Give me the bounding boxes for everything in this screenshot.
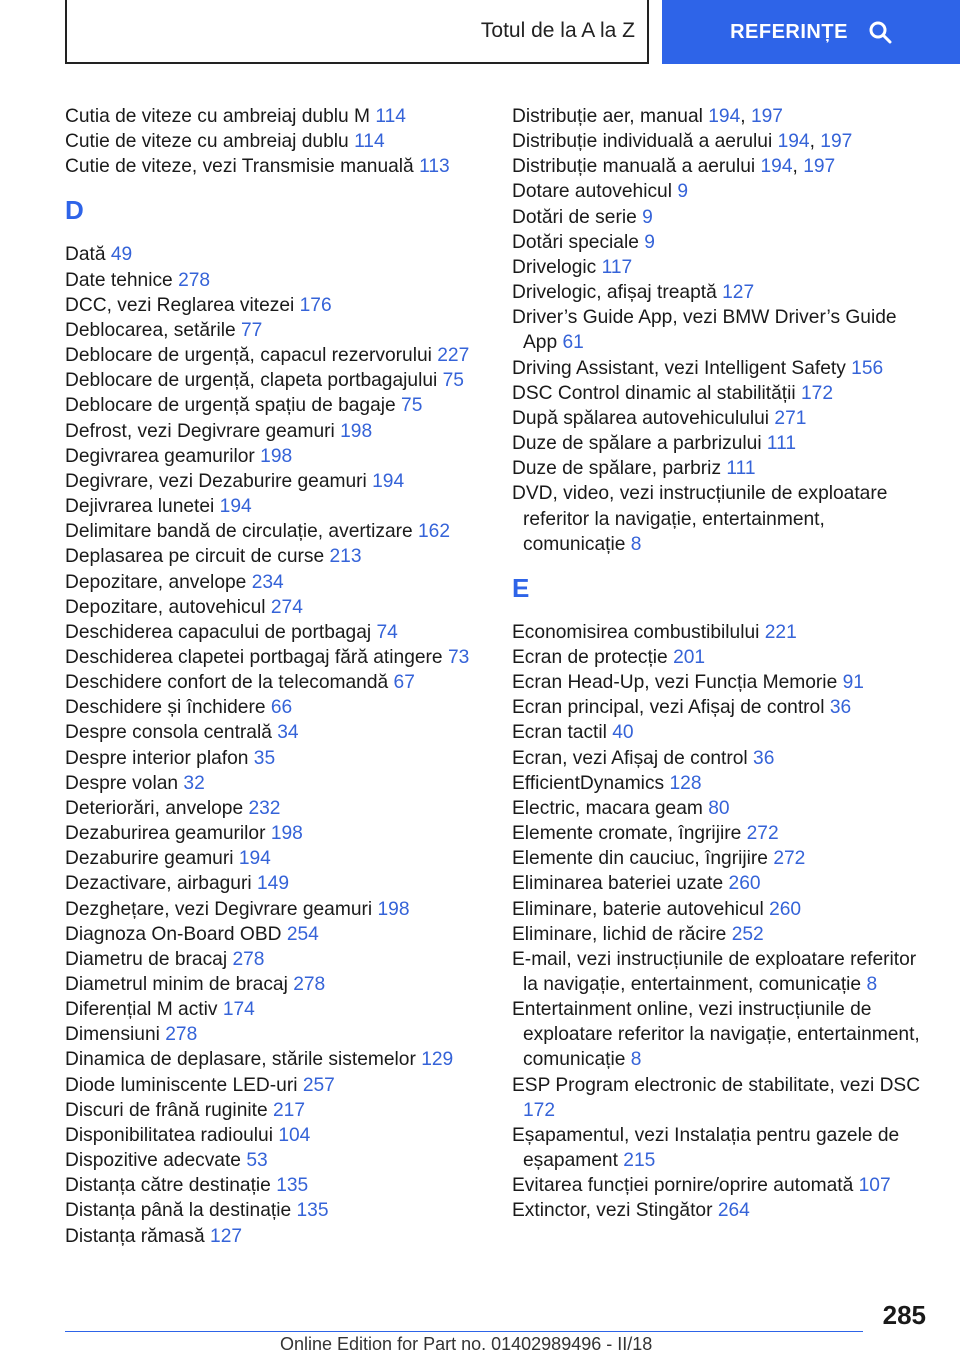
page-reference-link[interactable]: 73 xyxy=(447,646,470,668)
page-reference-link[interactable]: 172 xyxy=(523,1099,556,1121)
index-term: Dată xyxy=(65,244,106,266)
page-reference-link[interactable]: 194 xyxy=(219,496,252,518)
index-term: Diametru de bracaj xyxy=(65,948,228,970)
index-term: Cutie de viteze, vezi Transmisie manuală xyxy=(65,156,414,178)
page-reference-link[interactable]: 227 xyxy=(437,345,470,367)
index-entry xyxy=(65,720,475,745)
index-term: Diferențial M activ xyxy=(65,999,218,1021)
page-reference-link[interactable]: 77 xyxy=(241,319,263,341)
references-nav-tab[interactable] xyxy=(662,0,960,64)
index-term: Distanța rămasă xyxy=(65,1225,205,1247)
index-term: Deschidere și închidere xyxy=(65,697,266,719)
index-entry xyxy=(512,456,932,481)
index-entry xyxy=(512,695,932,720)
section-title: Totul de la A la Z xyxy=(480,19,635,42)
index-entry xyxy=(65,544,475,569)
page-reference-link[interactable]: 111 xyxy=(726,458,756,480)
index-entry xyxy=(65,1198,475,1223)
index-entry xyxy=(512,381,932,406)
page-reference-link[interactable]: 114 xyxy=(375,106,406,127)
index-term: Deblocare de urgență, clapeta portbagajului xyxy=(65,370,438,392)
page-reference-link[interactable]: 257 xyxy=(302,1074,335,1096)
index-term: Discuri de frână ruginite xyxy=(65,1099,268,1121)
index-term: Deschiderea clapetei portbagaj fără atingere xyxy=(65,646,443,668)
page-reference-link[interactable]: 40 xyxy=(612,722,634,744)
index-entry xyxy=(512,997,932,1072)
index-term: Driver’s Guide App, vezi BMW Driver’s Guide App xyxy=(512,307,897,354)
index-term: Evitarea funcției pornire/oprire automată xyxy=(512,1175,854,1197)
index-entry xyxy=(65,129,475,154)
index-entry xyxy=(512,771,932,796)
index-term: Dotare autovehicul xyxy=(512,181,672,203)
index-term: Eliminare, baterie autovehicul xyxy=(512,898,764,920)
page-reference-link[interactable]: 213 xyxy=(329,546,362,568)
index-entry xyxy=(65,154,475,179)
page-reference-link[interactable]: 271 xyxy=(774,407,807,429)
index-entry xyxy=(65,1047,475,1072)
index-entry xyxy=(65,393,475,418)
index-term: Ecran de protecție xyxy=(512,646,668,668)
page-reference-link[interactable]: 75 xyxy=(442,370,464,392)
index-entry xyxy=(512,305,932,355)
index-term: Duze de spălare, parbriz xyxy=(512,458,722,480)
index-term: Elemente cromate, îngrijire xyxy=(512,823,742,845)
index-term: DCC, vezi Reglarea vitezei xyxy=(65,294,295,316)
page-reference-link[interactable]: 254 xyxy=(286,923,319,945)
index-entry xyxy=(512,431,932,456)
index-entry xyxy=(65,343,475,368)
index-entry: Distribuție individuală a aerului 194, 197 xyxy=(512,131,853,153)
index-term: Diode luminiscente LED-uri xyxy=(65,1074,298,1096)
index-term: E-mail, vezi instrucțiunile de exploatare referitor la navigație, entertainment, comunicație xyxy=(512,948,917,995)
page-reference-link[interactable]: 174 xyxy=(222,999,255,1021)
page-reference-link[interactable]: 272 xyxy=(746,823,779,845)
index-entry xyxy=(512,620,932,645)
index-entry xyxy=(512,230,932,255)
page-reference-link[interactable]: 260 xyxy=(728,873,761,895)
index-entry xyxy=(65,318,475,343)
index-entry xyxy=(65,897,475,922)
page-reference-link[interactable]: 197 xyxy=(750,106,783,127)
index-term: Driving Assistant, vezi Intelligent Safety xyxy=(512,357,846,379)
index-entry xyxy=(512,406,932,431)
index-term: Depozitare, anvelope xyxy=(65,571,247,593)
page-reference-link[interactable]: 34 xyxy=(277,722,299,744)
page-reference-link[interactable]: 194 xyxy=(238,848,271,870)
page-reference-link[interactable]: 8 xyxy=(630,533,642,555)
index-entry xyxy=(65,846,475,871)
index-entry xyxy=(512,1198,932,1223)
index-term: Cutie de viteze cu ambreiaj dublu xyxy=(65,131,349,153)
page-reference-link[interactable]: 194 xyxy=(760,156,793,178)
page-reference-link[interactable]: 278 xyxy=(232,948,265,970)
index-entry xyxy=(65,104,475,129)
index-entry xyxy=(65,494,475,519)
page-number: 285 xyxy=(882,1300,926,1330)
page-reference-link[interactable]: 135 xyxy=(276,1175,309,1197)
page-reference-link[interactable]: 49 xyxy=(110,244,133,266)
index-term: Ecran, vezi Afișaj de control xyxy=(512,747,748,769)
index-term: Degivrarea geamurilor xyxy=(65,445,255,467)
index-entry xyxy=(512,205,932,230)
index-term: Deschiderea capacului de portbagaj xyxy=(65,621,372,643)
index-term: Dispozitive adecvate xyxy=(65,1150,241,1172)
index-term: Elemente din cauciuc, îngrijire xyxy=(512,848,768,870)
page-reference-link[interactable]: 194 xyxy=(708,106,741,127)
page-reference-link[interactable]: 74 xyxy=(376,621,398,643)
index-entry xyxy=(65,1073,475,1098)
index-term: DSC Control dinamic al stabilității xyxy=(512,382,796,404)
index-term: Eliminare, lichid de răcire xyxy=(512,923,727,945)
index-entry xyxy=(512,897,932,922)
index-entry xyxy=(512,871,932,896)
index-entry xyxy=(65,1224,475,1249)
index-term: Dotări speciale xyxy=(512,231,639,253)
index-entry xyxy=(65,947,475,972)
page-reference-link[interactable]: 197 xyxy=(803,156,836,178)
index-term: Dezaburire geamuri xyxy=(65,848,234,870)
index-entry xyxy=(512,746,932,771)
index-term: Ecran Head-Up, vezi Funcția Memorie xyxy=(512,672,838,694)
index-entry: Distribuție manuală a aerului 194, 197 xyxy=(512,156,836,178)
index-entry xyxy=(65,1173,475,1198)
index-entry xyxy=(512,1073,932,1123)
page-reference-link[interactable]: 111 xyxy=(766,433,797,455)
index-term: Cutia de viteze cu ambreiaj dublu M xyxy=(65,106,371,127)
page-reference-link[interactable]: 104 xyxy=(278,1124,311,1146)
index-term: Deplasarea pe circuit de curse xyxy=(65,546,325,568)
page-reference-link[interactable]: 117 xyxy=(601,256,633,278)
index-entry xyxy=(65,268,475,293)
index-entry xyxy=(65,368,475,393)
index-term: După spălarea autovehiculului xyxy=(512,407,770,429)
page-reference-link[interactable]: 36 xyxy=(829,697,852,719)
index-term: Deteriorări, anvelope xyxy=(65,797,244,819)
page-reference-link[interactable]: 197 xyxy=(820,131,853,153)
section-letter-d: D xyxy=(65,195,84,226)
page-reference-link[interactable]: 8 xyxy=(866,974,878,995)
index-entry xyxy=(65,1098,475,1123)
section-letter-e: E xyxy=(512,572,530,603)
page-reference-link[interactable]: 198 xyxy=(270,823,303,845)
index-entry xyxy=(65,746,475,771)
index-term: Date tehnice xyxy=(65,269,173,291)
index-entry xyxy=(65,620,475,645)
index-term: Eșapamentul, vezi Instalația pentru gazele de eșapament xyxy=(512,1124,900,1172)
page-reference-link[interactable]: 278 xyxy=(178,269,211,291)
page-reference-link[interactable]: 232 xyxy=(248,797,281,819)
index-term: Drivelogic xyxy=(512,256,597,278)
page-reference-link[interactable]: 198 xyxy=(377,898,410,920)
index-term: Deblocarea, setările xyxy=(65,319,236,341)
index-entry xyxy=(512,280,932,305)
page-reference-link[interactable]: 127 xyxy=(210,1225,243,1247)
index-term: Delimitare bandă de circulație, avertizare xyxy=(65,521,413,543)
index-entry xyxy=(65,670,475,695)
references-label: REFERINȚE xyxy=(730,20,848,43)
index-column-left xyxy=(65,104,475,1249)
index-entry xyxy=(512,1123,932,1173)
page-reference-link[interactable]: 129 xyxy=(421,1049,454,1071)
index-entry xyxy=(512,670,932,695)
search-icon[interactable] xyxy=(868,20,892,44)
index-term: Deblocare de urgență spațiu de bagaje xyxy=(65,395,396,417)
index-term: Distribuție individuală a aerului xyxy=(512,131,773,153)
index-term: Dinamica de deplasare, stările sistemelor xyxy=(65,1049,416,1071)
page-reference-link[interactable]: 201 xyxy=(673,646,706,668)
index-term: Ecran tactil xyxy=(512,722,607,744)
index-term: ESP Program electronic de stabilitate, vezi DSC xyxy=(512,1074,921,1096)
page-reference-link[interactable]: 162 xyxy=(418,521,451,543)
index-term: Despre volan xyxy=(65,772,179,794)
index-entry xyxy=(65,570,475,595)
page-reference-link[interactable]: 252 xyxy=(731,923,764,945)
index-term: Diametrul minim de bracaj xyxy=(65,974,288,995)
page-reference-link[interactable]: 113 xyxy=(419,156,450,178)
page-reference-link[interactable]: 264 xyxy=(717,1200,750,1222)
index-entry xyxy=(512,846,932,871)
index-entry xyxy=(65,1148,475,1173)
page-reference-link[interactable]: 9 xyxy=(642,206,653,228)
footer-divider xyxy=(65,1331,863,1332)
page-reference-link[interactable]: 194 xyxy=(777,131,810,153)
index-entry xyxy=(512,922,932,947)
page-reference-link[interactable]: 215 xyxy=(623,1150,656,1172)
page-reference-link[interactable]: 156 xyxy=(851,357,884,379)
page-reference-link[interactable]: 67 xyxy=(393,672,415,694)
index-entry xyxy=(65,796,475,821)
page-reference-link[interactable]: 9 xyxy=(677,181,689,203)
page-reference-link[interactable]: 9 xyxy=(644,231,655,253)
page-reference-link[interactable]: 91 xyxy=(842,672,864,694)
page-reference-link[interactable]: 80 xyxy=(708,797,730,819)
index-term: Despre interior plafon xyxy=(65,747,249,769)
page-reference-link[interactable]: 61 xyxy=(562,332,584,354)
index-entry xyxy=(65,1123,475,1148)
index-term: Dezaburirea geamurilor xyxy=(65,823,266,845)
index-entry xyxy=(65,242,475,267)
index-term: Eliminarea bateriei uzate xyxy=(512,873,724,895)
page-reference-link[interactable]: 260 xyxy=(769,898,802,920)
index-entry xyxy=(512,796,932,821)
page-reference-link[interactable]: 194 xyxy=(372,470,405,492)
index-entry xyxy=(65,444,475,469)
index-term: Deblocare de urgență, capacul rezervorului xyxy=(65,345,432,367)
index-entry xyxy=(65,1022,475,1047)
index-entry xyxy=(65,293,475,318)
index-entry xyxy=(512,947,932,997)
index-entry xyxy=(512,179,932,204)
page-reference-link[interactable]: 36 xyxy=(753,747,775,769)
index-term: EfficientDynamics xyxy=(512,772,665,794)
index-entry xyxy=(65,871,475,896)
page-reference-link[interactable]: 278 xyxy=(293,974,326,995)
page-reference-link[interactable]: 278 xyxy=(165,1024,198,1046)
index-term: Ecran principal, vezi Afișaj de control xyxy=(512,697,825,719)
index-term: Depozitare, autovehicul xyxy=(65,596,266,618)
index-term: Entertainment online, vezi instrucțiunile de exploatare referitor la navigație, entertainment, comunicație xyxy=(512,999,920,1071)
index-term: Degivrare, vezi Dezaburire geamuri xyxy=(65,470,367,492)
index-term: Dotări de serie xyxy=(512,206,637,228)
index-term: Electric, macara geam xyxy=(512,797,703,819)
index-term: Diagnoza On-Board OBD xyxy=(65,923,282,945)
index-term: DVD, video, vezi instrucțiunile de exploatare referitor la navigație, entertainment, comunicație xyxy=(512,483,888,555)
page-reference-link[interactable]: 53 xyxy=(246,1150,268,1172)
page-reference-link[interactable]: 107 xyxy=(858,1175,891,1197)
index-column-right xyxy=(512,104,932,1224)
index-entry xyxy=(65,922,475,947)
page-reference-link[interactable]: 35 xyxy=(253,747,276,769)
index-entry xyxy=(512,481,932,556)
page-reference-link[interactable]: 149 xyxy=(256,873,289,895)
index-term: Dejivrarea lunetei xyxy=(65,496,215,518)
index-entry xyxy=(65,821,475,846)
index-entry xyxy=(512,645,932,670)
index-term: Distanța până la destinație xyxy=(65,1200,292,1222)
index-entry xyxy=(65,997,475,1022)
index-entry xyxy=(65,645,475,670)
page-reference-link[interactable]: 66 xyxy=(270,697,293,719)
index-term: Duze de spălare a parbrizului xyxy=(512,433,762,455)
page-reference-link[interactable]: 32 xyxy=(183,772,205,794)
index-term: Disponibilitatea radioului xyxy=(65,1124,273,1146)
index-entry xyxy=(65,419,475,444)
index-term: Distribuție aer, manual xyxy=(512,106,703,127)
index-entry xyxy=(512,255,932,280)
page-reference-link[interactable]: 176 xyxy=(299,294,332,316)
index-term: Drivelogic, afișaj treaptă xyxy=(512,282,717,304)
page-reference-link[interactable]: 128 xyxy=(669,772,702,794)
index-entry xyxy=(512,356,932,381)
index-entry xyxy=(65,595,475,620)
index-entry xyxy=(65,519,475,544)
page-reference-link[interactable]: 127 xyxy=(722,282,755,304)
index-entry xyxy=(512,821,932,846)
page-reference-link[interactable]: 172 xyxy=(801,382,834,404)
index-entry xyxy=(65,469,475,494)
index-term: Defrost, vezi Degivrare geamuri xyxy=(65,420,335,442)
index-term: Distanța către destinație xyxy=(65,1175,271,1197)
page-reference-link[interactable]: 75 xyxy=(401,395,423,417)
index-term: Economisirea combustibilului xyxy=(512,621,760,643)
index-term: Despre consola centrală xyxy=(65,722,272,744)
index-entry xyxy=(512,1173,932,1198)
page-reference-link[interactable]: 114 xyxy=(354,131,385,153)
section-title-tab[interactable] xyxy=(65,0,649,64)
page-reference-link[interactable]: 217 xyxy=(272,1099,305,1121)
page-reference-link[interactable]: 234 xyxy=(251,571,284,593)
index-term: Dezactivare, airbaguri xyxy=(65,873,252,895)
index-term: Extinctor, vezi Stingător xyxy=(512,1200,713,1222)
index-entry xyxy=(65,695,475,720)
index-entry xyxy=(65,972,475,997)
index-entry: Distribuție aer, manual 194, 197 xyxy=(512,106,783,127)
page-reference-link[interactable]: 272 xyxy=(773,848,806,870)
index-entry xyxy=(65,771,475,796)
index-term: Deschidere confort de la telecomandă xyxy=(65,672,389,694)
page-reference-link[interactable]: 274 xyxy=(270,596,303,618)
index-term: Dimensiuni xyxy=(65,1024,160,1046)
index-term: Distribuție manuală a aerului xyxy=(512,156,756,178)
index-term: Dezghețare, vezi Degivrare geamuri xyxy=(65,898,373,920)
page-reference-link[interactable]: 221 xyxy=(764,621,797,643)
page-reference-link[interactable]: 8 xyxy=(630,1049,642,1071)
page-reference-link[interactable]: 198 xyxy=(340,420,373,442)
page-reference-link[interactable]: 198 xyxy=(260,445,293,467)
edition-footer: Online Edition for Part no. 01402989496 - II/18 xyxy=(280,1334,653,1354)
index-entry xyxy=(512,720,932,745)
page-reference-link[interactable]: 135 xyxy=(296,1200,329,1222)
